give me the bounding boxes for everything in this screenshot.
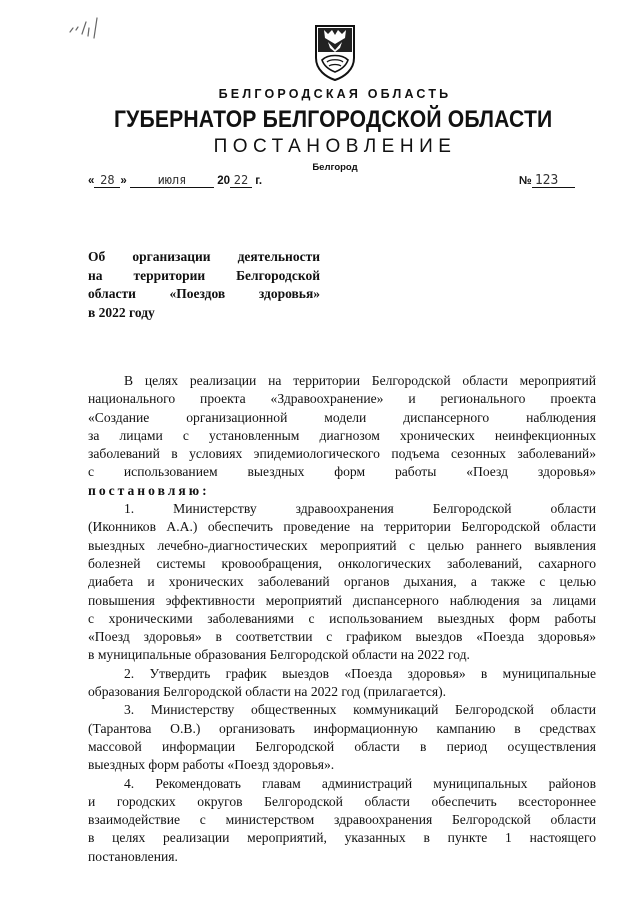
body-line: 2. Утвердить график выездов «Поезда здоровья» в муниципальные	[124, 665, 596, 681]
number-value: 123	[532, 174, 575, 188]
body-line: за лицами с установленным диагнозом хронических неинфекционных	[88, 427, 596, 443]
body-line: В целях реализации на территории Белгородской области мероприятий	[124, 373, 596, 388]
region-name: БЕЛГОРОДСКАЯ ОБЛАСТЬ	[218, 87, 452, 101]
issuer-title: ГУБЕРНАТОР БЕЛГОРОДСКОЙ ОБЛАСТИ	[113, 106, 553, 133]
resolution-word: постановляю:	[88, 482, 210, 498]
body-line: взаимодействие с министерством здравоохранения Белгородской области	[88, 812, 596, 828]
date-year-suffix: 22	[230, 174, 252, 188]
body-line: выездных лечебно-диагностических мероприятий с целью раннего выявления	[88, 537, 596, 553]
body-line: диабета и хронических заболеваний органов дыхания, а также с целью	[88, 574, 596, 590]
coat-of-arms-emblem	[312, 24, 358, 82]
document-subject	[88, 248, 320, 322]
body-line: постановления.	[88, 848, 178, 864]
body-line: 3. Министерству общественных коммуникаций Белгородской области	[124, 702, 596, 718]
body-line: образования Белгородской области на 2022 год (прилагается).	[88, 684, 447, 700]
body-line: и городских округов Белгородской области обеспечить всестороннее	[88, 793, 596, 809]
body-line: «Поезд здоровья» в соответствии с графиком выездов «Поезда здоровья»	[88, 629, 596, 645]
body-line: с использованием выездных форм работы «Поезд здоровья»	[88, 464, 596, 480]
number-label: №	[519, 175, 532, 187]
date-month: июля	[130, 174, 214, 188]
date-year-prefix: 20	[217, 175, 231, 187]
body-line: (Тарантова О.В.) организовать информационную кампанию в средствах	[88, 720, 596, 736]
date-day: 28	[94, 174, 120, 188]
body-line: массовой информации Белгородской области в период осуществления	[88, 738, 596, 754]
body-line: в целях реализации мероприятий, указанных в пункте 1 настоящего	[88, 830, 596, 846]
handwritten-mark	[64, 12, 108, 44]
body-line: с хроническими заболеваниями с использованием выездных форм работы	[88, 610, 596, 626]
body-line: «Создание организационной модели диспансерного наблюдения	[88, 409, 596, 425]
body-line: заболеваний в условиях эпидемиологического подъема сезонных заболеваний»	[88, 446, 596, 462]
document-date	[88, 174, 262, 188]
document-type: ПОСТАНОВЛЕНИЕ	[213, 136, 457, 157]
subject-line: в 2022 году	[88, 304, 155, 320]
date-open-quote: «	[88, 175, 95, 187]
body-line: выездных форм работы «Поезд здоровья».	[88, 757, 335, 773]
subject-line: области «Поездов здоровья»	[88, 286, 320, 301]
city-name: Белгород	[312, 162, 358, 173]
body-line: (Иконников А.А.) обеспечить проведение на территории Белгородской области	[88, 519, 596, 535]
body-line: 1. Министерству здравоохранения Белгородской области	[124, 501, 596, 517]
subject-line: на территории Белгородской	[88, 267, 320, 283]
subject-line: Об организации деятельности	[88, 249, 320, 264]
document-number	[519, 174, 575, 188]
body-line: в муниципальные образования Белгородской области на 2022 год.	[88, 647, 470, 663]
body-line: национального проекта «Здравоохранение» и регионального проекта	[88, 391, 596, 407]
date-year-unit: г.	[255, 175, 263, 187]
date-close-quote: »	[120, 175, 127, 187]
body-line: болезней системы кровообращения, онкологических заболеваний, сахарного	[88, 555, 596, 571]
body-line: повышения эффективности мероприятий диспансерного наблюдения за лицами	[88, 592, 596, 608]
document-body	[88, 372, 596, 866]
body-line: 4. Рекомендовать главам администраций муниципальных районов	[124, 775, 596, 791]
